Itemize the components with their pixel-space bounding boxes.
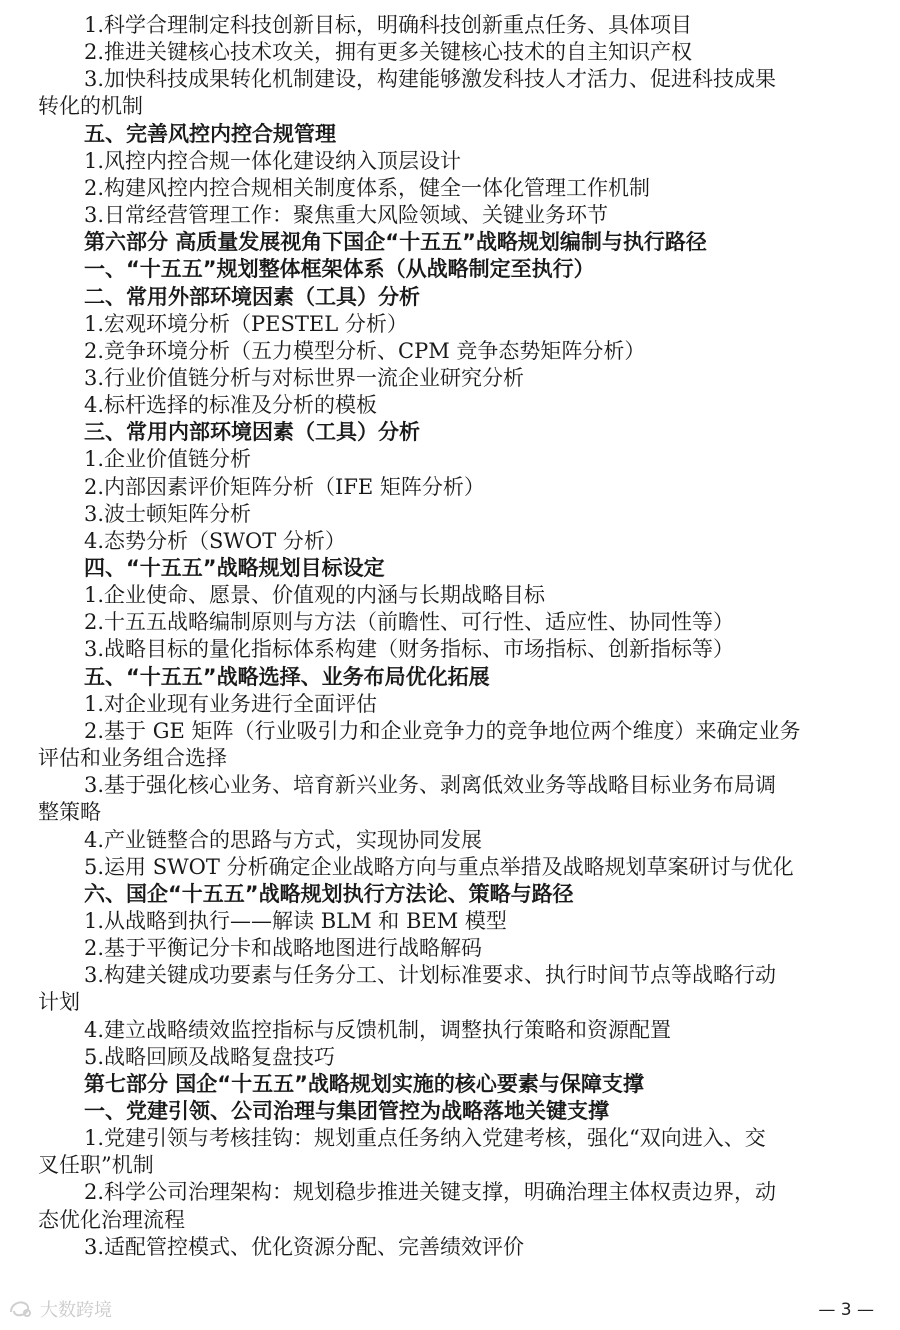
text-line: 2.十五五战略编制原则与方法（前瞻性、可行性、适应性、协同性等） xyxy=(84,610,735,635)
watermark-text: 大数跨境 xyxy=(40,1300,112,1321)
text-line-continuation: 计划 xyxy=(38,990,80,1015)
watermark xyxy=(8,1296,112,1322)
part-heading: 第六部分 高质量发展视角下国企“十五五”战略规划编制与执行路径 xyxy=(84,230,707,255)
text-line: 1.企业价值链分析 xyxy=(84,447,252,472)
text-line: 1.对企业现有业务进行全面评估 xyxy=(84,691,378,716)
text-line: 1.宏观环境分析（PESTEL 分析） xyxy=(84,311,408,336)
text-line: 2.竞争环境分析（五力模型分析、CPM 竞争态势矩阵分析） xyxy=(84,338,646,363)
section-heading: 四、“十五五”战略规划目标设定 xyxy=(84,556,385,580)
text-line: 4.标杆选择的标准及分析的模板 xyxy=(84,393,378,418)
text-line: 4.产业链整合的思路与方式，实现协同发展 xyxy=(84,827,483,852)
part-heading: 第七部分 国企“十五五”战略规划实施的核心要素与保障支撑 xyxy=(84,1071,644,1096)
text-line-continuation: 转化的机制 xyxy=(38,94,143,119)
section-heading: 二、常用外部环境因素（工具）分析 xyxy=(84,284,420,309)
text-line: 5.运用 SWOT 分析确定企业战略方向与重点举措及战略规划草案研讨与优化 xyxy=(84,854,794,879)
section-heading: 三、常用内部环境因素（工具）分析 xyxy=(84,420,420,445)
text-line: 2.推进关键核心技术攻关，拥有更多关键核心技术的自主知识产权 xyxy=(84,40,693,65)
text-line: 3.日常经营管理工作：聚焦重大风险领域、关键业务环节 xyxy=(84,203,609,228)
section-heading: 五、“十五五”战略选择、业务布局优化拓展 xyxy=(84,664,490,689)
text-line: 2.基于平衡记分卡和战略地图进行战略解码 xyxy=(84,936,483,961)
document-page xyxy=(0,12,900,1292)
text-line: 3.构建关键成功要素与任务分工、计划标准要求、执行时间节点等战略行动 xyxy=(84,963,777,988)
section-heading: 一、“十五五”规划整体框架体系（从战略制定至执行） xyxy=(84,257,595,282)
text-line: 1.科学合理制定科技创新目标，明确科技创新重点任务、具体项目 xyxy=(84,13,693,37)
text-line: 1.风控内控合规一体化建设纳入顶层设计 xyxy=(84,148,462,173)
text-line: 3.战略目标的量化指标体系构建（财务指标、市场指标、创新指标等） xyxy=(84,637,735,662)
text-line: 4.建立战略绩效监控指标与反馈机制，调整执行策略和资源配置 xyxy=(84,1017,672,1042)
text-line: 2.基于 GE 矩阵（行业吸引力和企业竞争力的竞争地位两个维度）来确定业务 xyxy=(84,718,801,743)
text-line: 3.基于强化核心业务、培育新兴业务、剥离低效业务等战略目标业务布局调 xyxy=(84,773,777,798)
text-line: 3.行业价值链分析与对标世界一流企业研究分析 xyxy=(84,365,525,390)
text-line: 1.党建引领与考核挂钩：规划重点任务纳入党建考核，强化“双向进入、交 xyxy=(84,1126,766,1151)
text-line-continuation: 态优化治理流程 xyxy=(38,1207,185,1232)
section-heading: 六、国企“十五五”战略规划执行方法论、策略与路径 xyxy=(84,881,574,906)
text-line: 2.科学公司治理架构：规划稳步推进关键支撑，明确治理主体权责边界，动 xyxy=(84,1180,777,1205)
text-line-continuation: 评估和业务组合选择 xyxy=(38,746,227,771)
text-line: 2.构建风控内控合规相关制度体系，健全一体化管理工作机制 xyxy=(84,175,651,200)
text-line: 1.从战略到执行——解读 BLM 和 BEM 模型 xyxy=(84,908,507,933)
text-line: 3.适配管控模式、优化资源分配、完善绩效评价 xyxy=(84,1234,525,1259)
page-number: — 3 — xyxy=(818,1300,874,1320)
text-line: 3.加快科技成果转化机制建设，构建能够激发科技人才活力、促进科技成果 xyxy=(84,67,777,92)
section-heading: 一、党建引领、公司治理与集团管控为战略落地关键支撑 xyxy=(84,1099,609,1123)
text-line: 2.内部因素评价矩阵分析（IFE 矩阵分析） xyxy=(84,474,485,499)
text-line: 3.波士顿矩阵分析 xyxy=(84,501,252,526)
text-line: 4.态势分析（SWOT 分析） xyxy=(84,528,346,553)
text-line-continuation: 叉任职”机制 xyxy=(38,1153,154,1178)
text-line: 1.企业使命、愿景、价值观的内涵与长期战略目标 xyxy=(84,583,546,608)
watermark-logo-icon xyxy=(8,1298,34,1320)
text-line: 5.战略回顾及战略复盘技巧 xyxy=(84,1044,336,1069)
section-heading: 五、完善风控内控合规管理 xyxy=(84,121,336,146)
text-line-continuation: 整策略 xyxy=(38,800,101,825)
